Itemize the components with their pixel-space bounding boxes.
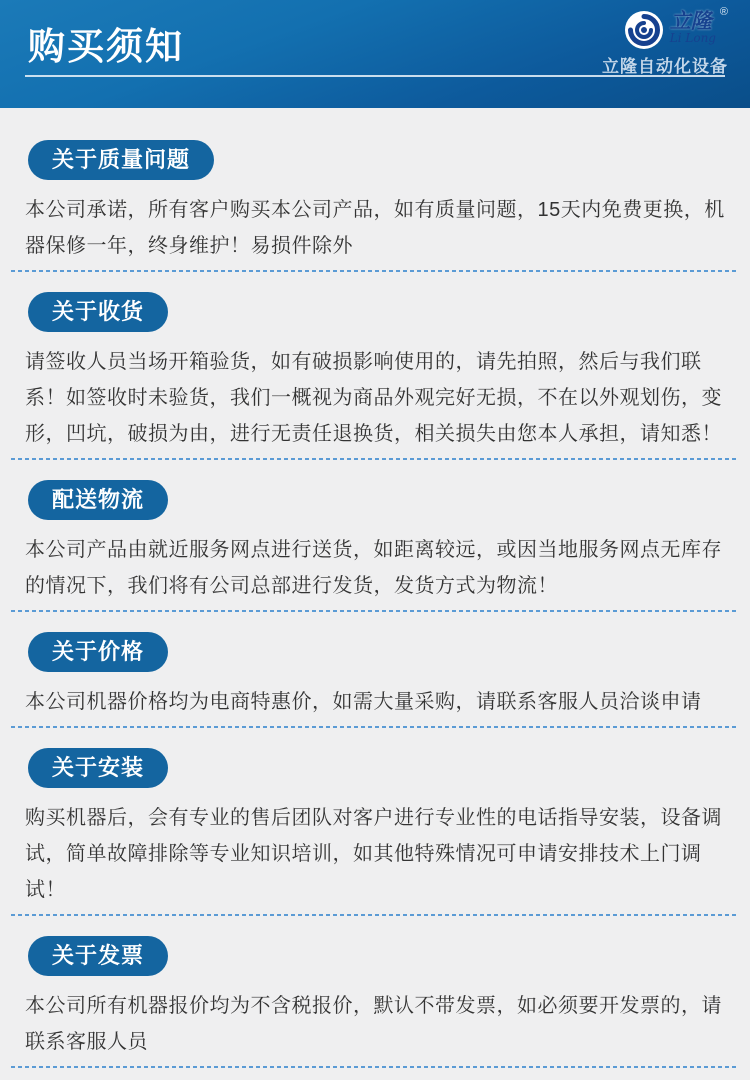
section-badge: 关于发票: [28, 936, 168, 976]
brand-wordmark: [669, 6, 728, 45]
notice-section-quality: [25, 108, 725, 272]
section-text: 本公司机器价格均为电商特惠价，如需大量采购，请联系客服人员洽谈申请: [25, 691, 702, 713]
registered-trademark: ®: [719, 6, 728, 18]
section-text: 本公司产品由就近服务网点进行送货，如距离较远，或因当地服务网点无库存的情况下，我们将有公司总部进行发货，发货方式为物流！: [25, 539, 722, 597]
brand-logo: [624, 6, 728, 50]
notice-section-receiving: [25, 272, 725, 460]
brand-subtitle: 立隆自动化设备: [602, 57, 728, 76]
header-banner: [0, 0, 750, 108]
page-title: 购买须知: [28, 26, 184, 67]
section-text: 请签收人员当场开箱验货，如有破损影响使用的，请先拍照，然后与我们联系！如签收时未验货，我们一概视为商品外观完好无损，不在以外观划伤，变形，凹坑，破损为由，进行无责任退换货，相关损失由您本人承担，请知悉！: [25, 351, 722, 445]
notice-list: [0, 108, 750, 1068]
brand-name: 立隆: [669, 8, 712, 33]
brand-swirl-icon: [624, 10, 664, 50]
brand-script: Li Long: [669, 31, 716, 45]
section-badge: 配送物流: [28, 480, 168, 520]
section-badge: 关于价格: [28, 632, 168, 672]
notice-section-logistics: [25, 460, 725, 612]
section-text: 本公司所有机器报价均为不含税报价，默认不带发票，如必须要开发票的，请联系客服人员: [25, 995, 722, 1053]
notice-section-price: [25, 612, 725, 728]
section-text: 本公司承诺，所有客户购买本公司产品，如有质量问题，15天内免费更换，机器保修一年，终身维护！易损件除外: [25, 199, 725, 257]
notice-section-invoice: [25, 916, 725, 1068]
section-badge: 关于安装: [28, 748, 168, 788]
section-badge: 关于质量问题: [28, 140, 214, 180]
notice-section-installation: [25, 728, 725, 916]
section-badge: 关于收货: [28, 292, 168, 332]
section-text: 购买机器后，会有专业的售后团队对客户进行专业性的电话指导安装，设备调试，简单故障排除等专业知识培训，如其他特殊情况可申请安排技术上门调试！: [25, 807, 722, 901]
dashed-divider: [11, 1066, 739, 1068]
